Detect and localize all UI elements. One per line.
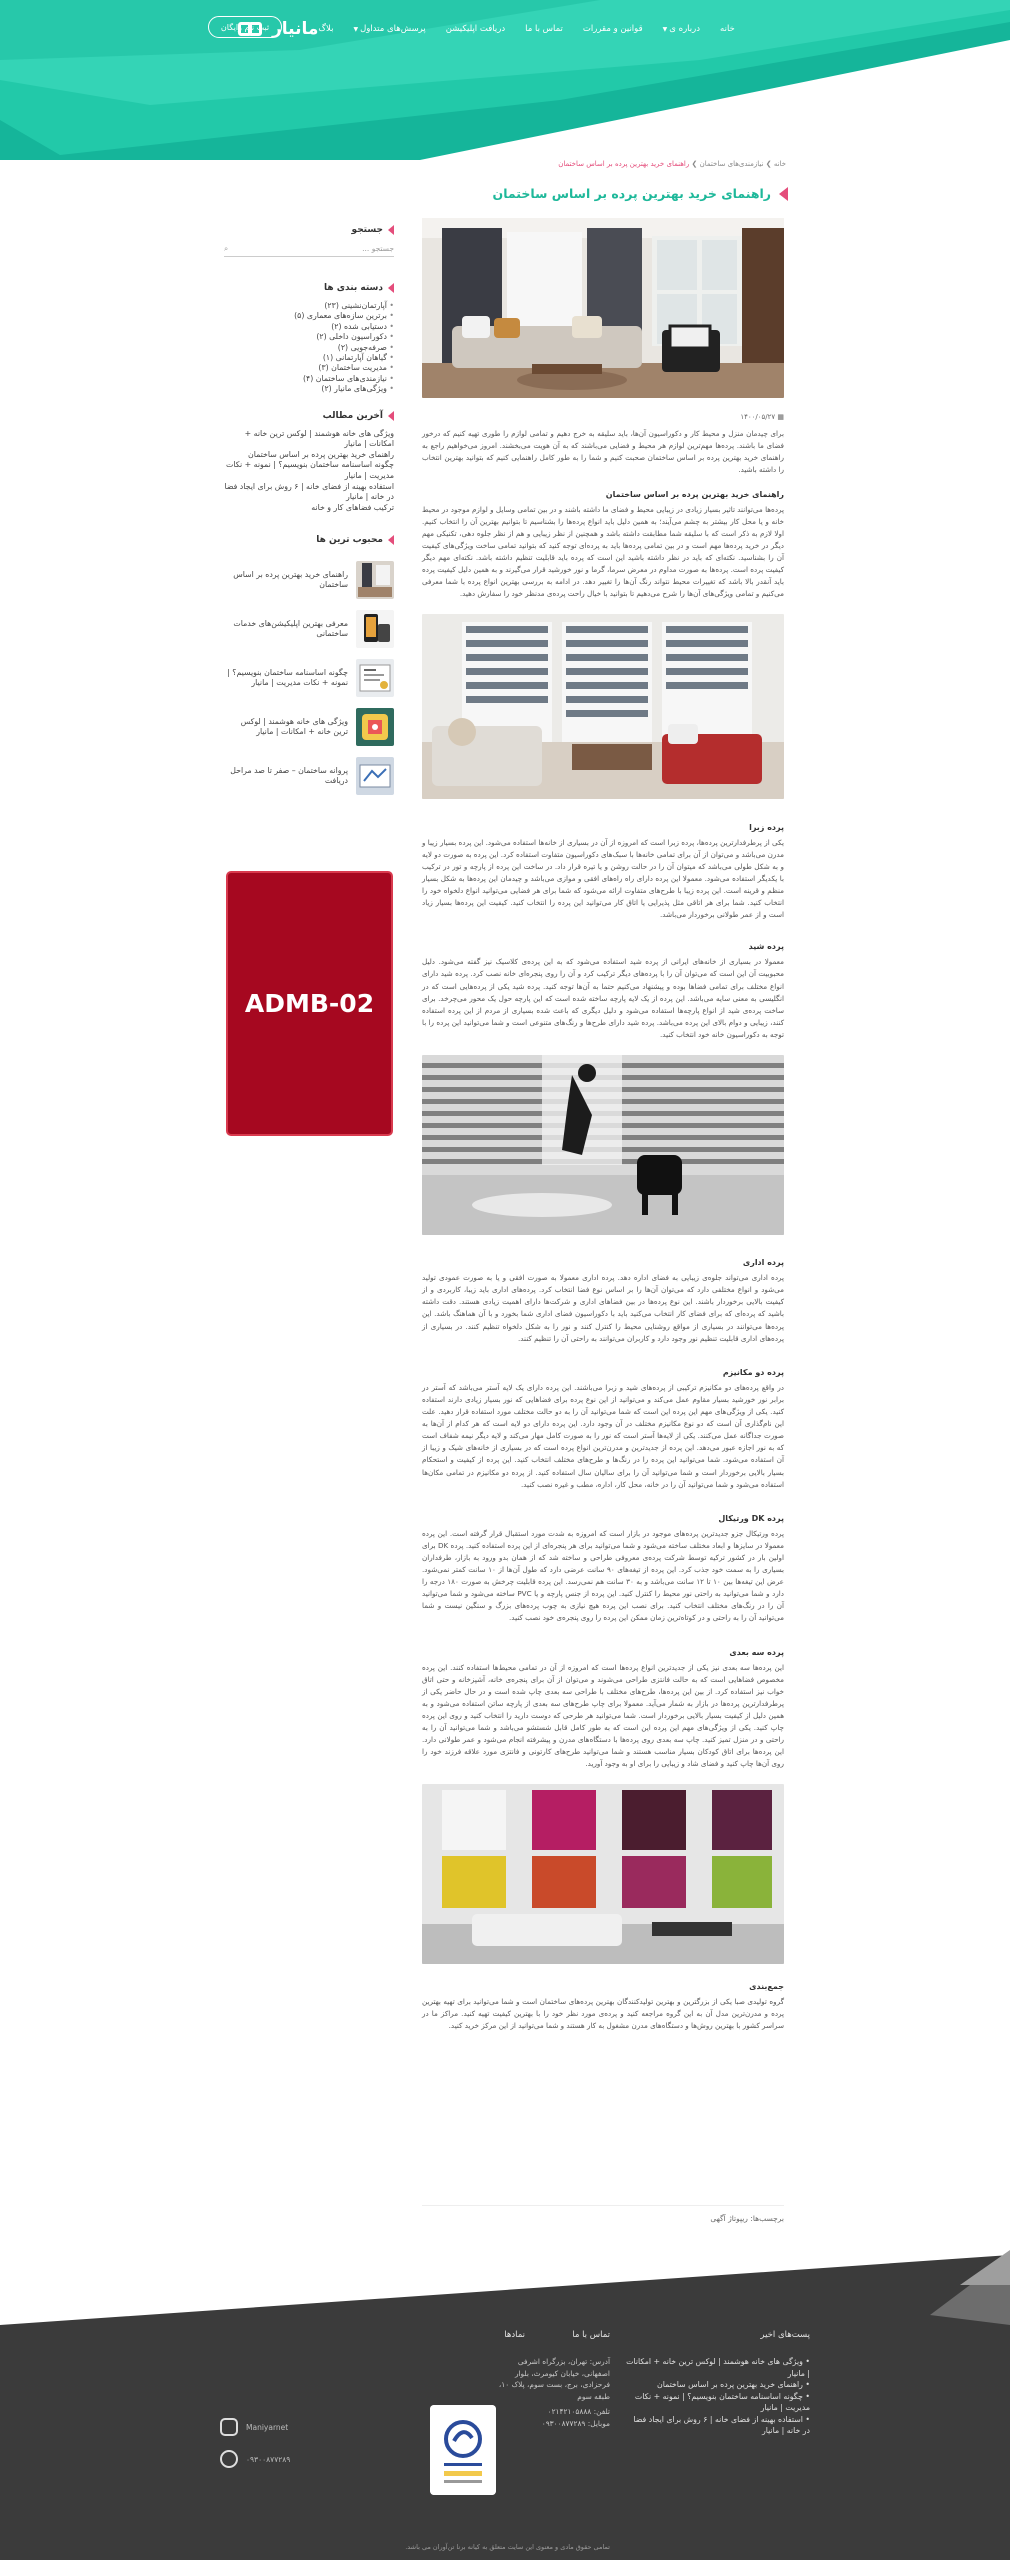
search-heading: جستجو xyxy=(224,225,394,235)
footer-phone[interactable]: تلفن: ۰۲۱۴۲۱۰۵۸۸۸ xyxy=(547,2407,610,2416)
nav-item-contact[interactable]: تماس با ما xyxy=(525,24,563,34)
recent-item[interactable]: چگونه اساسنامه ساختمان بنویسیم؟ | نمونه + نکات مدیریت | مانیار xyxy=(226,460,394,481)
category-item[interactable]: • برترین سازه‌های معماری (۵) xyxy=(224,311,394,321)
search-icon[interactable]: ⌕ xyxy=(224,243,229,253)
footer-recent-item[interactable]: • چگونه اساسنامه ساختمان بنویسیم؟ | نمونه + نکات مدیریت | مانیار xyxy=(625,2391,810,2414)
article-image-color-blinds xyxy=(422,1784,784,1964)
calendar-icon: ▦ xyxy=(777,413,784,422)
footer-heading: پست‌های اخیر xyxy=(760,2330,810,2340)
section-heading: جمع‌بندی xyxy=(749,1981,784,1991)
breadcrumb xyxy=(226,160,786,168)
popular-thumbnail xyxy=(356,659,394,697)
signup-button[interactable]: ثبت نام رایگان xyxy=(208,16,282,38)
footer-recent-item[interactable]: • استفاده بهینه از فضای خانه | ۶ روش برای ایجاد فضا در خانه | مانیار xyxy=(625,2414,810,2437)
section-text: معمولا در بسیاری از خانه‌های ایرانی از پرده شید استفاده می‌شود که به این پرده‌ی کلاسیک نیز گفته می‌شود. دلیل محبوبیت آن این است که می‌توان آن را با پرده‌های دیگر ترکیب کرد و آن را روی پنجره‌ای خانه نصب کرد. پرده شید دارای انواع مختلف برای تمامی فضاها بوده و پیشنهاد می‌کنیم حتما به آن‌ها توجه کنید. پرده شید یکی از پرده‌هایی است که در انگلیسی به معنی سایه می‌باشد. این پرده از یک لایه پارچه ساخته شده است که این پارچه حول یک محور می‌چرخد. برای ساخت پرده‌ی شید از انواع پارچه‌ها استفاده می‌شود و دلیل دیگری که باعث شده بسیاری از مردم از این پرده استفاده کنند، زیبایی و دوام بالای این پرده می‌باشد. پرده شید دارای طرح‌ها و رنگ‌های متنوعی است و شما می‌توانید این پرده را با توجه به دکوراسیون خانه خود انتخاب کنید. xyxy=(422,957,784,1039)
footer-heading: تماس با ما xyxy=(572,2330,610,2340)
copyright: تمامی حقوق مادی و معنوی این سایت متعلق به کیانه برنا تن‌آوران می باشد. xyxy=(405,2543,610,2551)
footer-recent-list xyxy=(625,2356,810,2437)
publish-date: ▦ ۱۴۰۰/۰۵/۲۷ xyxy=(740,413,784,422)
article-tags xyxy=(422,2205,784,2223)
article-intro: برای چیدمان منزل و محیط کار و دکوراسیون آن‌ها، باید سلیقه به خرج دهیم و تمامی لوازم را طوری تهیه کنیم که درخور فضای ما باشند. پرده‌ها مهم‌ترین لوازم هر محیط و فضایی می‌باشند که به آن هویت می‌بخشند. امروز می‌خواهیم راجع به راهنمای خرید بهترین پرده بر اساس ساختمان صحبت کنیم و شما را به طور کامل راهنمایی کنیم که بتوانید بهترین انتخاب را داشته باشید. xyxy=(422,429,784,475)
section-heading: پرده شید xyxy=(748,942,784,952)
breadcrumb-current: راهنمای خرید بهترین پرده بر اساس ساختمان xyxy=(558,160,690,168)
recent-item[interactable]: ترکیب فضاهای کار و خانه xyxy=(311,502,394,512)
section-heading: پرده زبرا xyxy=(749,822,784,832)
recent-item[interactable]: استفاده بهینه از فضای خانه | ۶ روش برای ایجاد فضا در خانه | مانیار xyxy=(224,481,394,502)
whatsapp-link[interactable]: ۰۹۳۰۰۸۷۷۲۸۹ xyxy=(220,2450,290,2468)
categories-heading: دسته بندی ها xyxy=(224,283,394,293)
footer-recent xyxy=(625,2330,810,2437)
section-text: گروه تولیدی صبا یکی از بزرگترین و بهترین تولیدکنندگان بهترین پرده‌های ساختمان است و شما می‌توانید برای تهیه بهترین پرده و مدرن‌ترین مدل آن به این گروه مراجعه کنید و پرده‌ی مورد نظر خود را با بهترین کیفیت تهیه کنید. مراکز ما در سراسر کشور با بهترین روش‌ها و دستگاه‌های مدرن مشغول به کار هستند و شما می‌توانید از این مرکز خرید کنید. xyxy=(422,1996,784,2030)
nav-item-app[interactable]: دریافت اپلیکیشن xyxy=(445,24,506,34)
category-item[interactable]: • آپارتمان‌نشینی (۲۳) xyxy=(224,301,394,311)
popular-thumbnail xyxy=(356,610,394,648)
enamad-badge[interactable] xyxy=(430,2405,496,2495)
section-heading: پرده سه بعدی xyxy=(729,1647,784,1657)
category-list xyxy=(224,301,394,395)
heading-marker-icon xyxy=(388,283,394,293)
section-text: پرده‌ها می‌توانند تاثیر بسیار زیادی در زیبایی محیط و فضای ما داشته باشند و در بین تمامی وسایل و لوازم موجود در محیط خانه و یا محل کار بیشتر به چشم می‌آیند؛ به همین دلیل باید انواع پرده‌ها را بشناسیم تا بتوانیم بهترین آن را انتخاب کنیم. اولا لازم به ذکر است که با سلیقه شما مطابقت داشته باشد و همچنین از نظر زیبایی و هم از نظر جلوه دهی، تکنیکی مهم دیگر در خرید پرده‌ها مهم است و در بین تمامی پرده‌ها باید به پرده‌ای توجه کنید که بتوانید تمامی ساخت ویژگی‌های کیفیت آن را بشناسید. نکته‌ای که باید در نظر داشته باشید این است که پرده باید قابلیت تنظیم داشته باشد. نکته‌ای مهم دیگر کیفیت پرده است. پرده‌ها به صورت مداوم در معرض سرما، گرما و نور خورشید قرار می‌گیرند و به همین دلیل کیفیت پرده باید آنقدر بالا باشد که تغییرات محیط نتواند رنگ آن‌ها را تغییر دهد. در ادامه به بررسی بهترین انواع پرده با شما معرفی می‌کنیم و تمامی ویژگی‌های آن‌ها را شرح می‌دهیم تا بتوانید با خیال راحت پرده‌ی مدنظر خود را سفارش دهید. xyxy=(422,504,784,599)
footer-address: آدرس: تهران، بزرگراه اشرفی اصفهانی، خیابان کیومرث، بلوار فرحزادی، برج، بست سوم، پلاک ۱۰، طبقه سوم xyxy=(498,2357,610,2401)
popular-heading: محبوب ترین ها xyxy=(224,535,394,545)
section-heading: پرده دو مکانیزم xyxy=(722,1367,784,1377)
section-text: در واقع پرده‌های دو مکانیزم ترکیبی از پرده‌های شید و زبرا می‌باشند. این پرده دارای یک لایه آستر می‌باشد که آستر در برابر نور خورشید بسیار مقاوم عمل می‌کند و می‌توانید از این نوع پرده برای فضاهایی که نور بسیار زیادی دارند استفاده کنید. یکی از ویژگی‌های مهم این پرده این است که شما می‌توانید آن را به دو حالت مختلف مورد استفاده قرار دهید. علت این نام‌گذاری آن است که دو نوع مکانیزم مختلف در آن وجود دارد. این پرده دارای دو لایه است که هر کدام از آن‌ها به صورت جداگانه عمل می‌کنند. یکی از لایه‌ها آستر است که نور را به صورت کامل مهار می‌کند و لایه دیگر نیمه شفاف است که به نور اجازه عبور می‌دهد. این پرده از جدیدترین و مدرن‌ترین انواع پرده است که در بسیاری از خانه‌های شیک و زیبا از آن استفاده می‌شود. شما می‌توانید این پرده را در رنگ‌ها و طرح‌های مختلف انتخاب کنید. این پرده از کیفیت و استحکام بسیار بالایی برخوردار است و شما می‌توانید آن را برای سالیان سال استفاده کنید. از پرده دو مکانیزم در تمامی مکان‌ها استفاده می‌شود و شما می‌توانید آن را در خانه، محل کار، اداره، مطب و غیره نصب کنید. xyxy=(422,1382,784,1489)
nav-item-faq[interactable]: پرسش‌های متداول▼ xyxy=(353,24,426,34)
nav-items xyxy=(318,24,734,34)
footer-mobile[interactable]: موبایل: ۰۹۳۰۰۸۷۷۲۸۹ xyxy=(541,2418,610,2428)
tag-link[interactable]: ریپوتاژ آگهی xyxy=(710,2214,748,2223)
page-title xyxy=(228,186,788,201)
search-input[interactable]: جستجو ... ⌕ xyxy=(224,241,394,257)
recent-item[interactable]: ویژگی های خانه هوشمند | لوکس ترین خانه + امکانات | مانیار xyxy=(244,428,394,449)
breadcrumb-separator: ❯ xyxy=(691,160,698,168)
popular-thumbnail xyxy=(356,757,394,795)
recent-list xyxy=(224,429,394,514)
footer-heading: نمادها xyxy=(504,2330,525,2340)
category-item[interactable]: • ویژگی‌های مانیار (۲) xyxy=(224,384,394,394)
instagram-link[interactable]: Maniyarnet xyxy=(220,2418,288,2436)
category-item[interactable]: • دکوراسیون داخلی (۲) xyxy=(224,332,394,342)
title-marker-icon xyxy=(779,187,788,201)
nav-item-rules[interactable]: قوانین و مقررات xyxy=(582,24,643,34)
popular-item[interactable]: ویژگی های خانه هوشمند | لوکس ترین خانه + امکانات | مانیار xyxy=(224,708,394,746)
heading-marker-icon xyxy=(388,411,394,421)
category-item[interactable]: • نیازمندی‌های ساختمان (۴) xyxy=(224,374,394,384)
tags-label: برچسب‌ها: xyxy=(750,2214,784,2223)
category-item[interactable]: • صرفه‌جویی (۲) xyxy=(224,343,394,353)
section-text: پرده اداری می‌تواند جلوه‌ی زیبایی به فضای اداره دهد. پرده اداری معمولا به صورت افقی و یا به صورت عمودی تولید می‌شود و انواع مختلفی دارد که می‌توان آن‌ها را بر اساس نوع فضا انتخاب کرد. پرده‌های اداری باید زیبا، کاربردی و از کیفیت بالایی برخوردار باشند. این نوع پرده‌ها در بین فضاهای اداری و شرکت‌ها دارای اهمیت زیادی هستند. دقت داشته باشید که پرده‌ای که برای فضای کار انتخاب می‌کنید باید با دکوراسیون فضای اداری شما بخورد و با آن هماهنگ باشد. این پرده‌ها می‌توانند در بسیاری از مواقع روشنایی محیط را کنترل کنند و نور را به شکل دلخواه تنظیم کنند. در بسیاری از پرده‌های اداری قابلیت تنظیم نور وجود دارد و کاربران می‌توانند به راحتی آن را تنظیم کنند. xyxy=(422,1273,784,1343)
category-item[interactable]: • گیاهان آپارتمانی (۱) xyxy=(224,353,394,363)
chevron-down-icon: ▼ xyxy=(353,26,359,33)
section-text: یکی از پرطرفدارترین پرده‌ها، پرده زبرا است که امروزه از آن در بسیاری از خانه‌ها استفاده می‌شود. این پرده بسیار زیبا و مدرن می‌باشد و می‌توان از آن برای تمامی خانه‌ها با سبک‌های دکوراسیون متفاوت استفاده کرد. این پرده به صورت دو لایه و به شکل طولی می‌باشد که میتوان آن را در حالت روشن و یا تیره قرار داد. در ساخت این پرده از پارچه و تور در ترکیب با یکدیگر استفاده می‌شود. معمولا این پرده دارای راه راه‌های افقی و موازی می‌باشد و چیدمان این پرده‌ها به شکل بسیار منظم و قرینه است. این پرده زیبا با طرح‌های متفاوت ارائه می‌شود که شما برای هر فضایی می‌توانید انواع دلخواه خود را انتخاب کنید. شما برای هر اتاقی مثل پذیرایی یا اتاق کار می‌توانید این پرده را انتخاب کنید. کیفیت این پرده‌ها بسیار زیاد است و از عمر طولانی برخوردار می‌باشد. xyxy=(422,837,784,920)
article xyxy=(422,218,784,2032)
sidebar xyxy=(224,225,394,806)
category-item[interactable]: • دستیابی شده (۲) xyxy=(224,322,394,332)
article-image-office-blinds xyxy=(422,1055,784,1235)
popular-thumbnail xyxy=(356,708,394,746)
footer-namad xyxy=(465,2330,525,2356)
section-text: این پرده‌ها سه بعدی نیز یکی از جدیدترین انواع پرده‌ها است که امروزه از آن در تمامی محیط‌ها استفاده کنند. این پرده مخصوص فضاهایی است که به حالت فانتزی طراحی می‌شوند و می‌توان از آن برای پنجره‌ی خانه، آشپزخانه و حتی اتاق خواب نیز استفاده کرد. از بین این پرده‌ها، طرح‌های مختلف با طراحی سه بعدی چاپ شده است و در حال حاضر یکی از پرطرفدارترین پرده‌ها در بازار به شمار می‌آید. معمولا برای چاپ طرح‌های سه بعدی از پارچه ساتن استفاده می‌شود و به همین دلیل از کیفیت بسیار بالایی برخوردار است. شما می‌توانید هر طرحی که دوست دارید را انتخاب کنید و روی این پرده چاپ کنید. یکی از ویژگی‌های مهم این پرده این است که به طور کامل قابل شستشو می‌باشد و شما می‌توانید آن را به راحتی و در منزل تمیز کنید. چاپ سه بعدی روی پرده‌ها با دستگاه‌های مدرن و پیشرفته انجام می‌شود و عمر طولانی دارد. این پرده‌ها برای اتاق کودکان بسیار مناسب هستند و شما می‌توانید طرح‌های کارتونی و فانتزی مورد علاقه فرزند خود را روی آن‌ها چاپ کنید و فضای شاد و زیبایی را برای او به وجود آورید. xyxy=(422,1662,784,1769)
breadcrumb-section[interactable]: نیازمندی‌های ساختمان xyxy=(699,160,764,168)
instagram-icon xyxy=(220,2418,238,2436)
recent-heading: آخرین مطالب xyxy=(224,411,394,421)
popular-thumbnail xyxy=(356,561,394,599)
article-image-zebra-blinds xyxy=(422,614,784,799)
footer-recent-item[interactable]: • ویژگی های خانه هوشمند | لوکس ترین خانه + امکانات | مانیار xyxy=(625,2356,810,2379)
heading-marker-icon xyxy=(388,535,394,545)
section-heading: پرده DK ورتیکال xyxy=(718,1513,784,1523)
chevron-down-icon: ▼ xyxy=(662,26,668,33)
main-nav xyxy=(208,16,930,42)
footer-recent-item[interactable]: • راهنمای خرید بهترین پرده بر اساس ساختمان xyxy=(625,2379,810,2391)
breadcrumb-separator: ❯ xyxy=(765,160,772,168)
popular-item[interactable]: چگونه اساسنامه ساختمان بنویسیم؟ | نمونه + نکات مدیریت | مانیار xyxy=(224,659,394,697)
nav-item-blog[interactable]: بلاگ xyxy=(318,24,334,34)
article-image-living-room xyxy=(422,218,784,398)
category-item[interactable]: • مدیریت ساختمان (۳) xyxy=(224,363,394,373)
whatsapp-icon xyxy=(220,2450,238,2468)
heading-marker-icon xyxy=(388,225,394,235)
popular-item[interactable]: پروانه ساختمان – صفر تا صد مراحل دریافت xyxy=(224,757,394,795)
section-heading: راهنمای خرید بهترین پرده بر اساس ساختمان xyxy=(605,489,784,499)
nav-item-about[interactable]: درباره ی▼ xyxy=(662,24,701,34)
breadcrumb-home[interactable]: خانه xyxy=(773,160,786,168)
section-heading: پرده اداری xyxy=(742,1258,784,1268)
popular-item[interactable]: راهنمای خرید بهترین پرده بر اساس ساختمان xyxy=(224,561,394,599)
popular-item[interactable]: معرفی بهترین اپلیکیشن‌های خدمات ساختمانی xyxy=(224,610,394,648)
logo-text: مانیار xyxy=(272,19,319,39)
section-text: پرده ورتیکال جزو جدیدترین پرده‌های موجود در بازار است که امروزه به شدت مورد استقبال قرار گرفته است. این پرده معمولا در سایزها و ابعاد مختلف ساخته می‌شود و شما می‌توانید برای هر پنجره‌ای از این پرده استفاده کنید. پرده DK برای اولین بار در کشور ترکیه توسط شرکت پرده‌ی معروفی طراحی و ساخته شد که از همان بدو ورود به بازار، طرفداران بسیاری را به سمت خود جذب کرد. این پرده از تیغه‌های ۹۰ سانت عرضی دارد که طول آن‌ها از ۱۰ سانت کمتر نمی‌شود. عرض این تیغه‌ها بین ۱۰ تا ۱۲ سانت می‌باشد و به ۳۰ سانت هم نمی‌رسد. این پرده قابلیت چرخش به صورت ۱۸۰ درجه را دارد و شما می‌توانید به راحتی نور محیط را کنترل کنید. این پرده از جنس پارچه و یا PVC ساخته می‌شود و شما می‌توانید آن را در رنگ‌های مختلف انتخاب کنید. برای نصب این پرده هیچ نیازی به چوب پرده‌های بزرگ و سنگین نیست و شما می‌توانید آن را به راحتی و در کوتاه‌ترین زمان ممکن این پرده را روی پنجره‌ی خود نصب کنید. xyxy=(422,1528,785,1623)
article-title: راهنمای خرید بهترین پرده بر اساس ساختمان xyxy=(492,186,771,201)
ad-banner[interactable]: ADMB-02 xyxy=(226,871,393,1136)
recent-item[interactable]: راهنمای خرید بهترین پرده بر اساس ساختمان xyxy=(248,449,394,459)
nav-item-home[interactable]: خانه xyxy=(720,24,735,34)
